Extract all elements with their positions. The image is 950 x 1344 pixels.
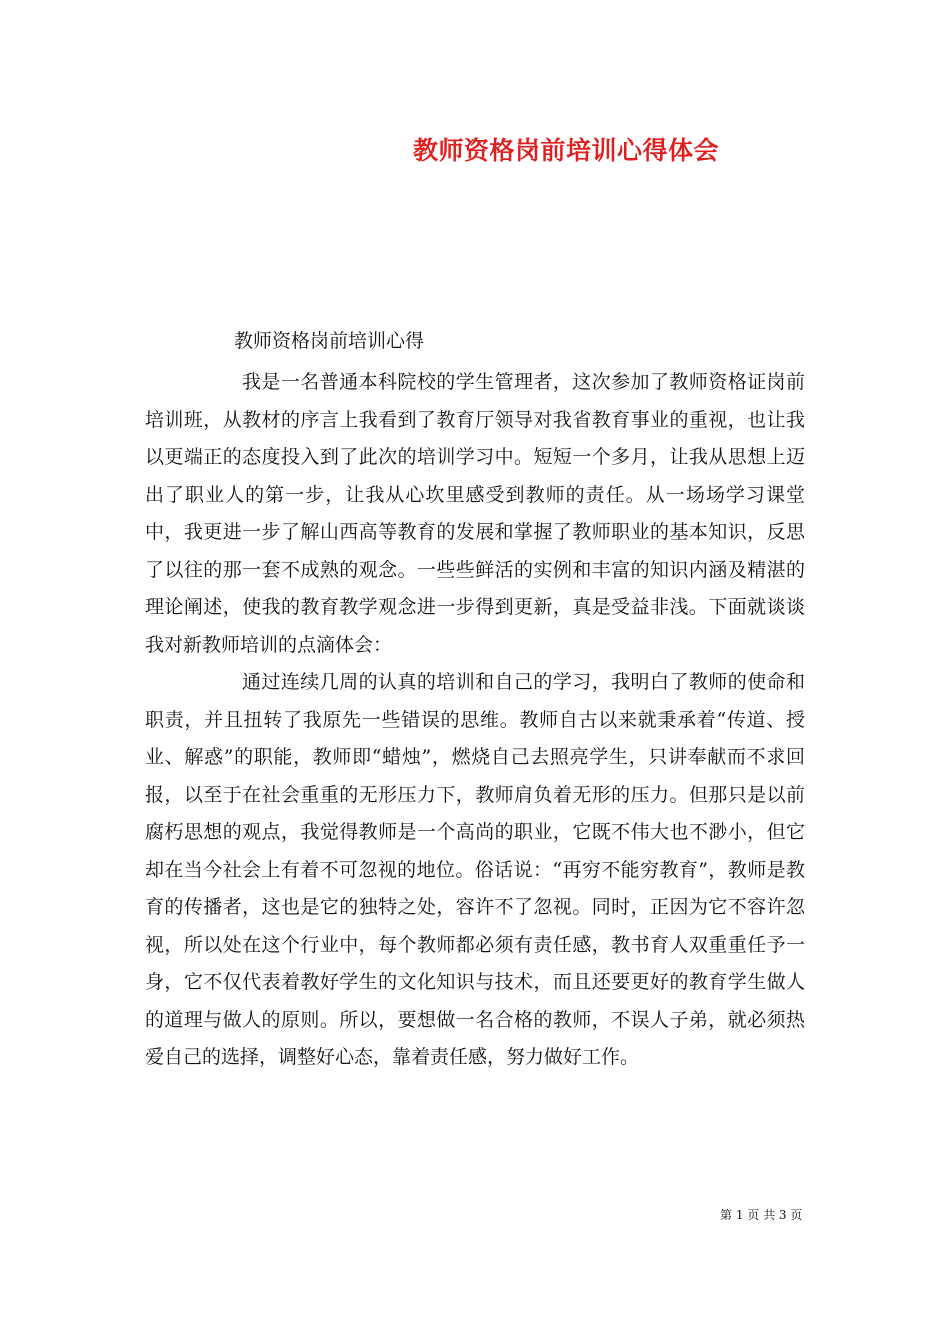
document-subtitle: 教师资格岗前培训心得	[234, 330, 425, 352]
document-title: 教师资格岗前培训心得体会	[413, 136, 720, 165]
paragraph-1: 我是一名普通本科院校的学生管理者，这次参加了教师资格证岗前培训班，从教材的序言上我看到了教育厅领导对我省教育事业的重视，也让我以更端正的态度投入到了此次的培训学习中。短短一个多月，让我从思想上迈出了职业人的第一步，让我从心坎里感受到教师的责任。从一场场学习课堂中，我更进一步了解山西高等教育的发展和掌握了教师职业的基本知识，反思了以往的那一套不成熟的观念。一些些鲜活的实例和丰富的知识内涵及精湛的理论阐述，使我的教育教学观念进一步得到更新，真是受益非浅。下面就谈谈我对新教师培训的点滴体会：	[145, 371, 805, 656]
paragraph-2: 通过连续几周的认真的培训和自己的学习，我明白了教师的使命和职责，并且扭转了我原先一些错误的思维。教师自古以来就秉承着“传道、授业、解惑”的职能，教师即“蜡烛”，燃烧自己去照亮学生，只讲奉献而不求回报，以至于在社会重重的无形压力下，教师肩负着无形的压力。但那只是以前腐朽思想的观点，我觉得教师是一个高尚的职业，它既不伟大也不渺小，但它却在当今社会上有着不可忽视的地位。俗话说：“再穷不能穷教育”，教师是教育的传播者，这也是它的独特之处，容许不了忽视。同时，正因为它不容许忽视，所以处在这个行业中，每个教师都必须有责任感，教书育人双重重任予一身，它不仅代表着教好学生的文化知识与技术，而且还要更好的教育学生做人的道理与做人的原则。所以，要想做一名合格的教师，不误人子弟，就必须热爱自己的选择，调整好心态，靠着责任感，努力做好工作。	[145, 671, 805, 1068]
page-number: 第 1 页 共 3 页	[720, 1208, 803, 1222]
document-body	[145, 364, 805, 1077]
